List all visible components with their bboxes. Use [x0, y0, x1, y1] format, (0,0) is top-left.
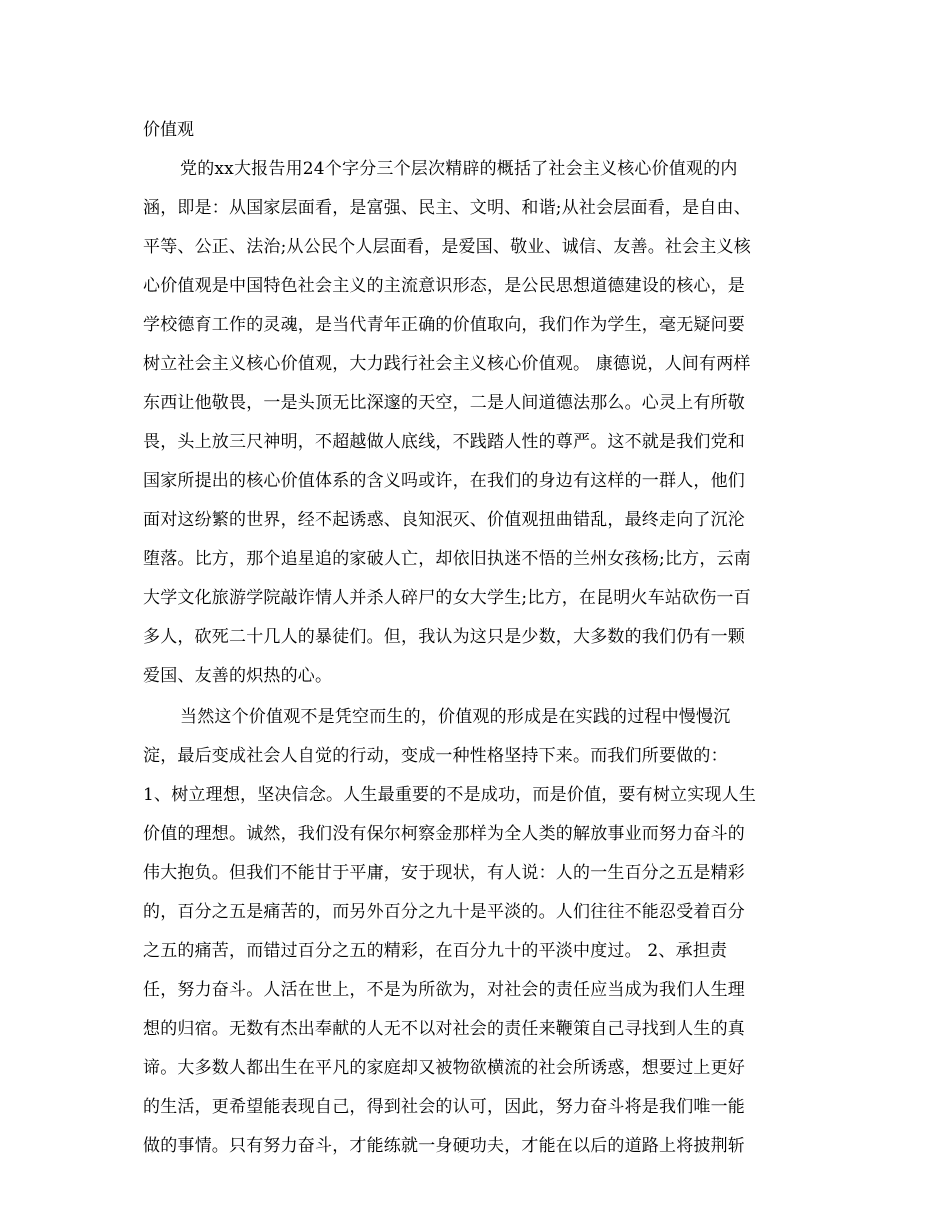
paragraph-1-line-1: 党的xx大报告用24个字分三个层次精辟的概括了社会主义核心价值观的内 [180, 159, 738, 179]
paragraph-2-line-5: 伟大抱负。但我们不能甘于平庸，安于现状，有人说：人的一生百分之五是精彩 [143, 863, 745, 883]
paragraph-2-line-2: 淀，最后变成社会人自觉的行动，变成一种性格坚持下来。而我们所要做的： [143, 746, 728, 766]
paragraph-2-line-9: 想的归宿。无数有杰出奉献的人无不以对社会的责任来鞭策自己寻找到人生的真 [143, 1019, 745, 1039]
paragraph-1-line-9: 国家所提出的核心价值体系的含义吗或许，在我们的身边有这样的一群人，他们 [143, 471, 745, 491]
document-title: 价值观 [143, 120, 194, 140]
paragraph-1-line-11: 堕落。比方，那个追星追的家破人亡，却依旧执迷不悟的兰州女孩杨;比方，云南 [143, 549, 751, 569]
paragraph-1-line-10: 面对这纷繁的世界，经不起诱惑、良知泯灭、价值观扭曲错乱，最终走向了沉沦 [143, 510, 745, 530]
paragraph-1-line-13: 多人，砍死二十几人的暴徒们。但，我认为这只是少数，大多数的我们仍有一颗 [143, 627, 745, 647]
paragraph-2-line-6: 的，百分之五是痛苦的，而另外百分之九十是平淡的。人们往往不能忍受着百分 [143, 902, 745, 922]
paragraph-2-line-4: 价值的理想。诚然，我们没有保尔柯察金那样为全人类的解放事业而努力奋斗的 [143, 824, 745, 844]
paragraph-2-line-12: 做的事情。只有努力奋斗，才能练就一身硬功夫，才能在以后的道路上将披荆斩 [143, 1136, 745, 1156]
paragraph-1-line-3: 平等、公正、法治;从公民个人层面看，是爱国、敬业、诚信、友善。社会主义核 [143, 237, 751, 257]
paragraph-2-line-10: 谛。大多数人都出生在平凡的家庭却又被物欲横流的社会所诱惑，想要过上更好 [143, 1058, 745, 1078]
paragraph-2-line-11: 的生活，更希望能表现自己，得到社会的认可，因此，努力奋斗将是我们唯一能 [143, 1097, 745, 1117]
paragraph-1-line-2: 涵，即是：从国家层面看，是富强、民主、文明、和谐;从社会层面看，是自由、 [143, 198, 751, 218]
paragraph-1-line-8: 畏，头上放三尺神明，不超越做人底线，不践踏人性的尊严。这不就是我们党和 [143, 432, 745, 452]
paragraph-1-line-4: 心价值观是中国特色社会主义的主流意识形态，是公民思想道德建设的核心，是 [143, 276, 745, 296]
paragraph-1-line-5: 学校德育工作的灵魂，是当代青年正确的价值取向，我们作为学生，毫无疑问要 [143, 315, 745, 335]
paragraph-1-line-6: 树立社会主义核心价值观，大力践行社会主义核心价值观。 康德说，人间有两样 [143, 354, 751, 374]
paragraph-1-line-7: 东西让他敬畏，一是头顶无比深邃的天空，二是人间道德法那么。心灵上有所敬 [143, 393, 745, 413]
paragraph-2-line-1: 当然这个价值观不是凭空而生的，价值观的形成是在实践的过程中慢慢沉 [180, 707, 731, 727]
paragraph-1-line-14: 爱国、友善的炽热的心。 [143, 666, 333, 686]
paragraph-2-line-7: 之五的痛苦，而错过百分之五的精彩，在百分九十的平淡中度过。 2、承担责 [143, 941, 728, 961]
paragraph-2-line-3: 1、树立理想，坚决信念。人生最重要的不是成功，而是价值，要有树立实现人生 [143, 785, 757, 805]
paragraph-1-line-12: 大学文化旅游学院敲诈情人并杀人碎尸的女大学生;比方，在昆明火车站砍伤一百 [143, 588, 751, 608]
paragraph-2-line-8: 任，努力奋斗。人活在世上，不是为所欲为，对社会的责任应当成为我们人生理 [143, 980, 745, 1000]
